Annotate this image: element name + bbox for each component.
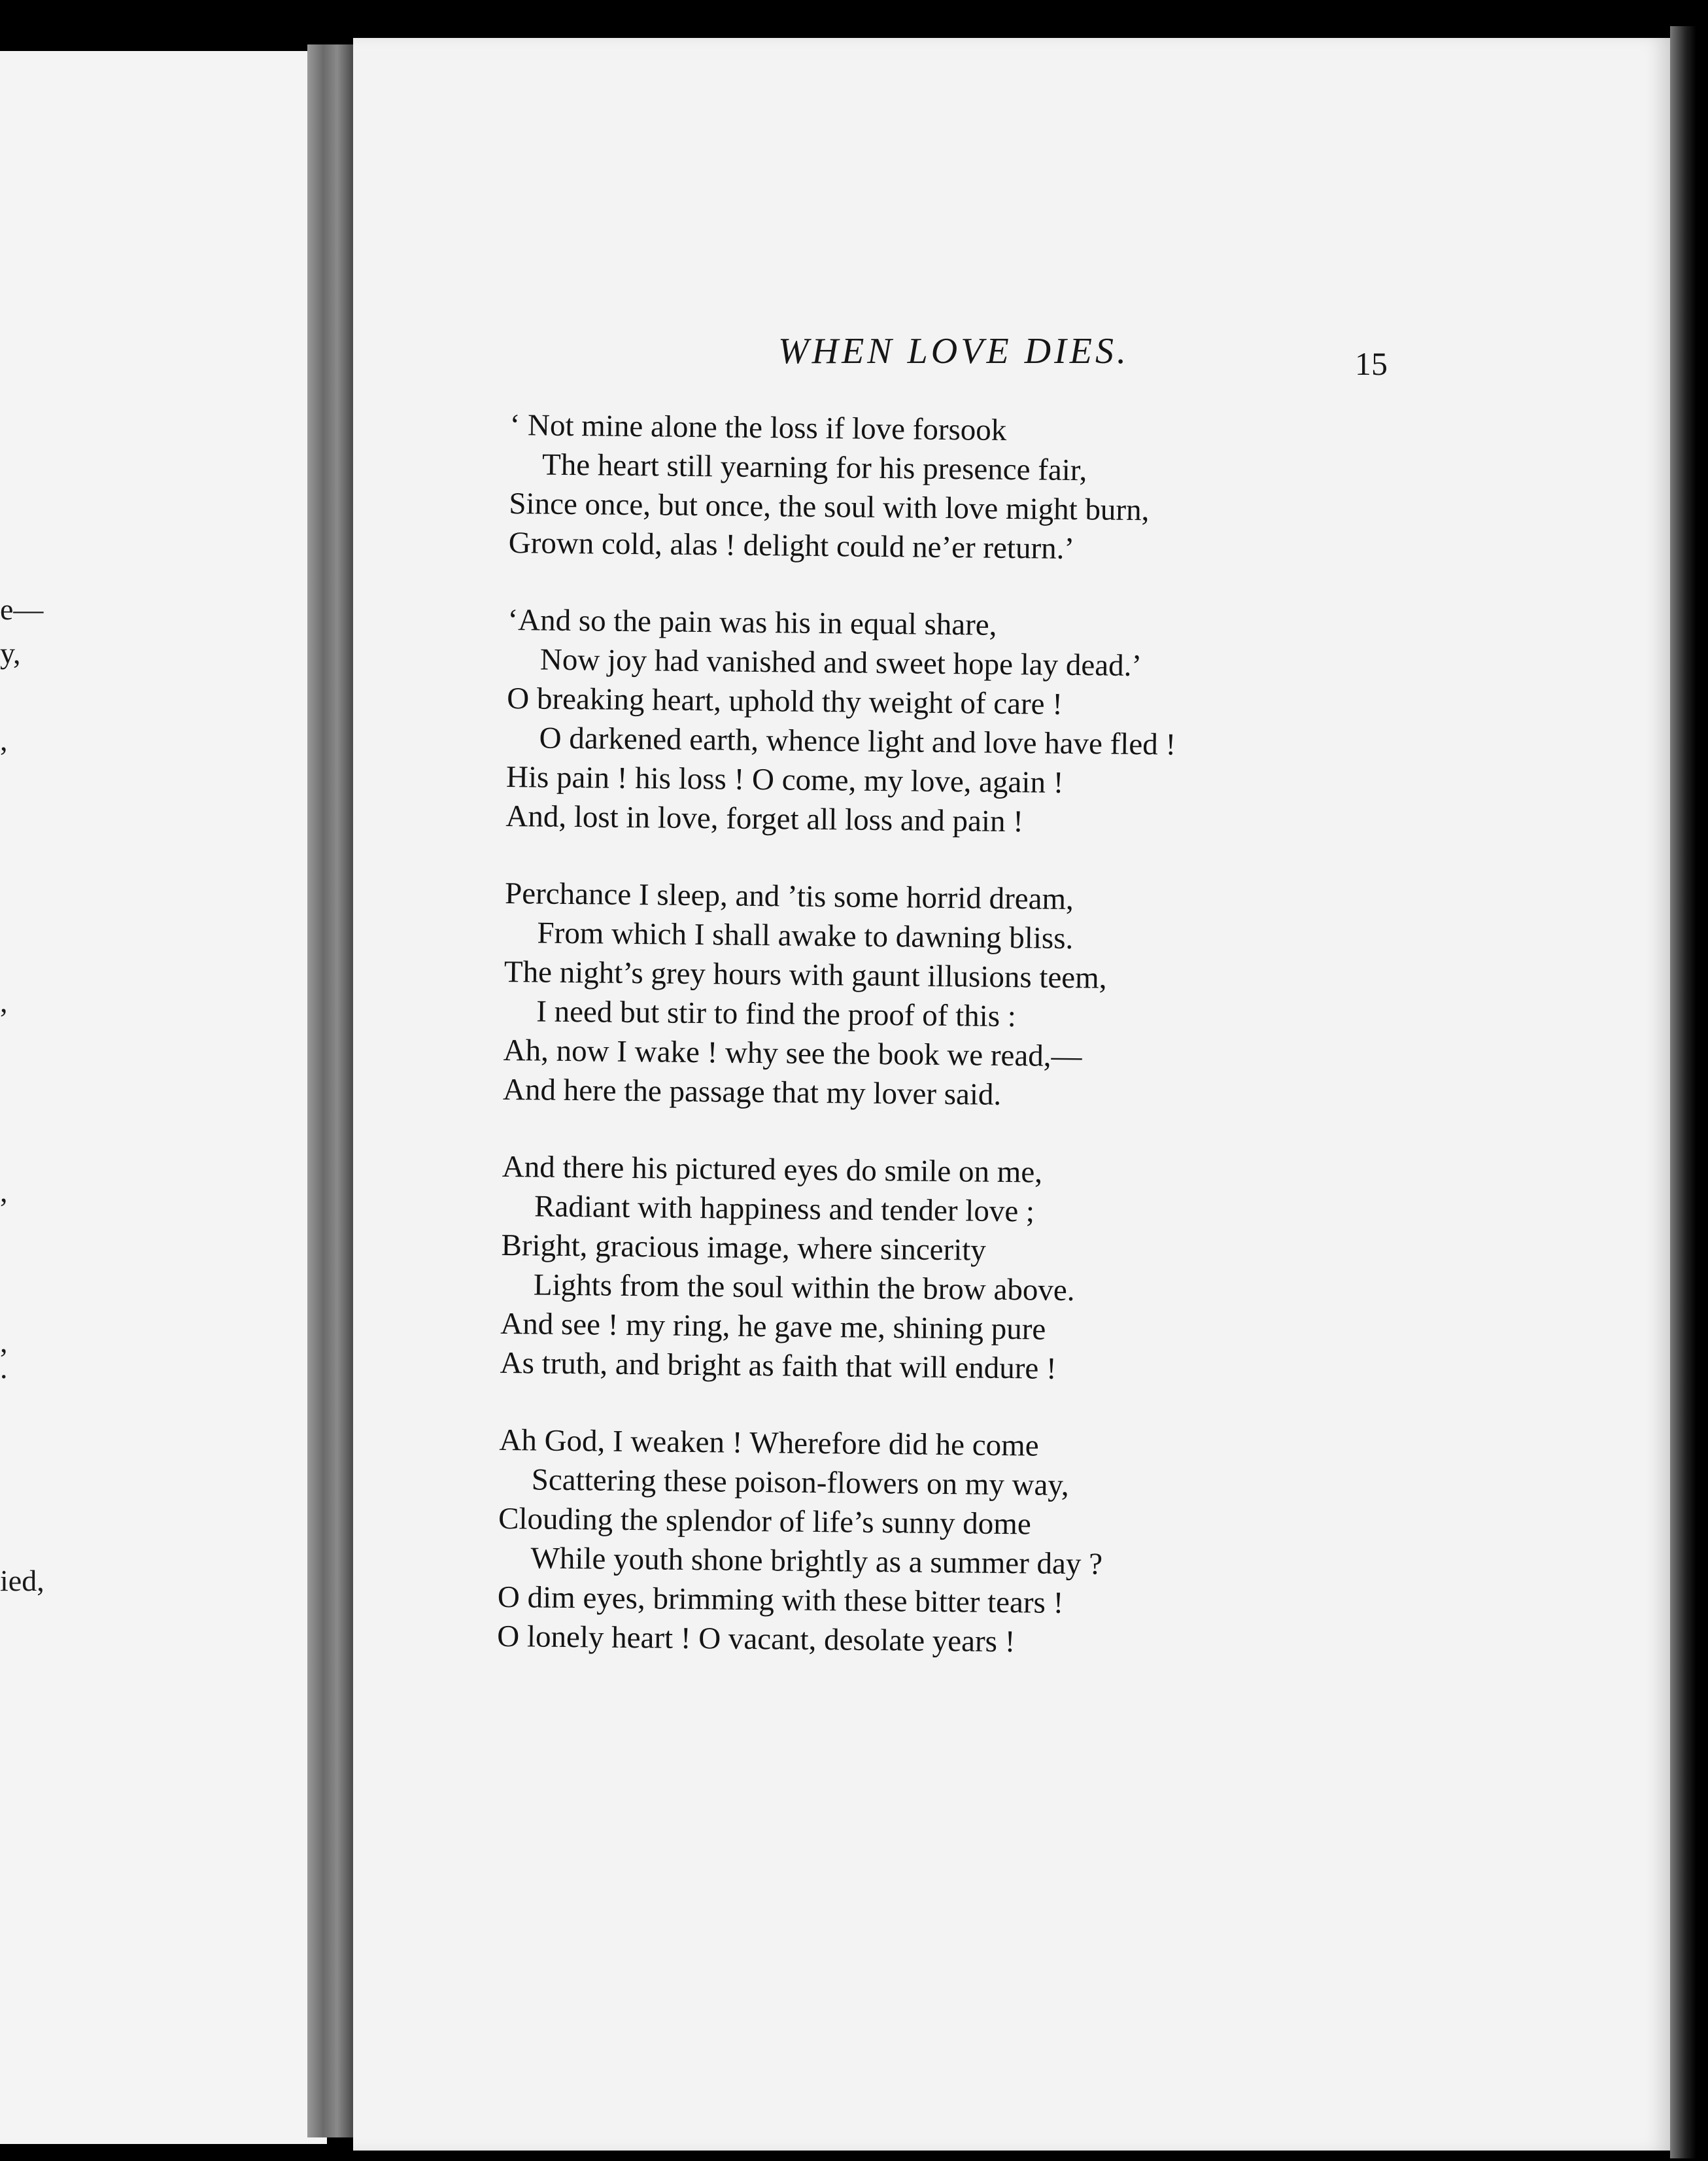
left-page [0, 51, 327, 2144]
poem-line: Grown cold, alas ! delight could ne’er return.’ [508, 525, 1075, 566]
stanza [508, 406, 1412, 572]
left-page-fragment: ied, [0, 1564, 44, 1597]
poem-line: O dim eyes, brimming with these bitter tears ! [497, 1580, 1064, 1620]
poem-line: The night’s grey hours with gaunt illusions teem, [504, 954, 1107, 995]
left-page-fragment: , [0, 1325, 8, 1358]
poem-line: Perchance I sleep, and ’tis some horrid dream, [504, 876, 1074, 917]
poem-line: And see ! my ring, he gave me, shining pure [500, 1306, 1046, 1347]
poem-line: The heart still yearning for his presence fair, [541, 447, 1087, 488]
book-gutter [307, 44, 353, 2137]
left-page-fragment: , [0, 723, 8, 757]
running-head: WHEN LOVE DIES. [778, 331, 1129, 372]
left-page-fragments [0, 51, 327, 2144]
poem-line: And there his pictured eyes do smile on me, [502, 1149, 1043, 1190]
poem-line: His pain ! his loss ! O come, my love, again ! [505, 759, 1064, 800]
page-number: 15 [1355, 345, 1388, 382]
stanza [500, 1147, 1405, 1392]
poem-line: Ah, now I wake ! why see the book we read,— [503, 1033, 1082, 1074]
stanza [505, 600, 1410, 845]
poem-line: Now joy had vanished and sweet hope lay dead.’ [539, 642, 1142, 683]
left-page-fragment: , [0, 985, 8, 1018]
stanza [497, 1421, 1402, 1665]
poem-line: Scattering these poison-flowers on my way, [531, 1462, 1069, 1503]
left-page-fragment: . [0, 1351, 8, 1385]
poem-line: From which I shall awake to dawning bliss. [537, 916, 1074, 956]
poem-line: I need but stir to find the proof of this : [536, 994, 1017, 1034]
left-page-fragment: e— [0, 593, 44, 626]
page-edge [1670, 26, 1696, 2158]
poem [496, 406, 1412, 1703]
poem-line: O breaking heart, uphold thy weight of care ! [507, 681, 1063, 721]
poem-line: And, lost in love, forget all loss and pain ! [505, 799, 1024, 839]
stanza [503, 874, 1408, 1118]
left-page-fragment: , [0, 1175, 8, 1208]
poem-line: ‘ Not mine alone the loss if love forsook [509, 407, 1007, 447]
poem-line: Lights from the soul within the brow above. [533, 1268, 1075, 1308]
poem-line: ‘And so the pain was his in equal share, [507, 602, 997, 642]
left-page-fragment: y, [0, 636, 21, 670]
poem-line: Bright, gracious image, where sincerity [501, 1228, 987, 1268]
poem-line: Ah God, I weaken ! Wherefore did he come [499, 1423, 1039, 1463]
poem-line: While youth shone brightly as a summer day ? [530, 1541, 1103, 1582]
poem-line: O lonely heart ! O vacant, desolate years ! [497, 1619, 1016, 1659]
poem-line: And here the passage that my lover said. [502, 1072, 1002, 1112]
poem-line: Clouding the splendor of life’s sunny dome [498, 1501, 1031, 1542]
poem-line: Since once, but once, the soul with love might burn, [509, 486, 1150, 528]
poem-line: O darkened earth, whence light and love have fled ! [539, 721, 1176, 762]
poem-line: Radiant with happiness and tender love ; [534, 1189, 1035, 1229]
poem-line: As truth, and bright as faith that will endure ! [500, 1345, 1057, 1386]
